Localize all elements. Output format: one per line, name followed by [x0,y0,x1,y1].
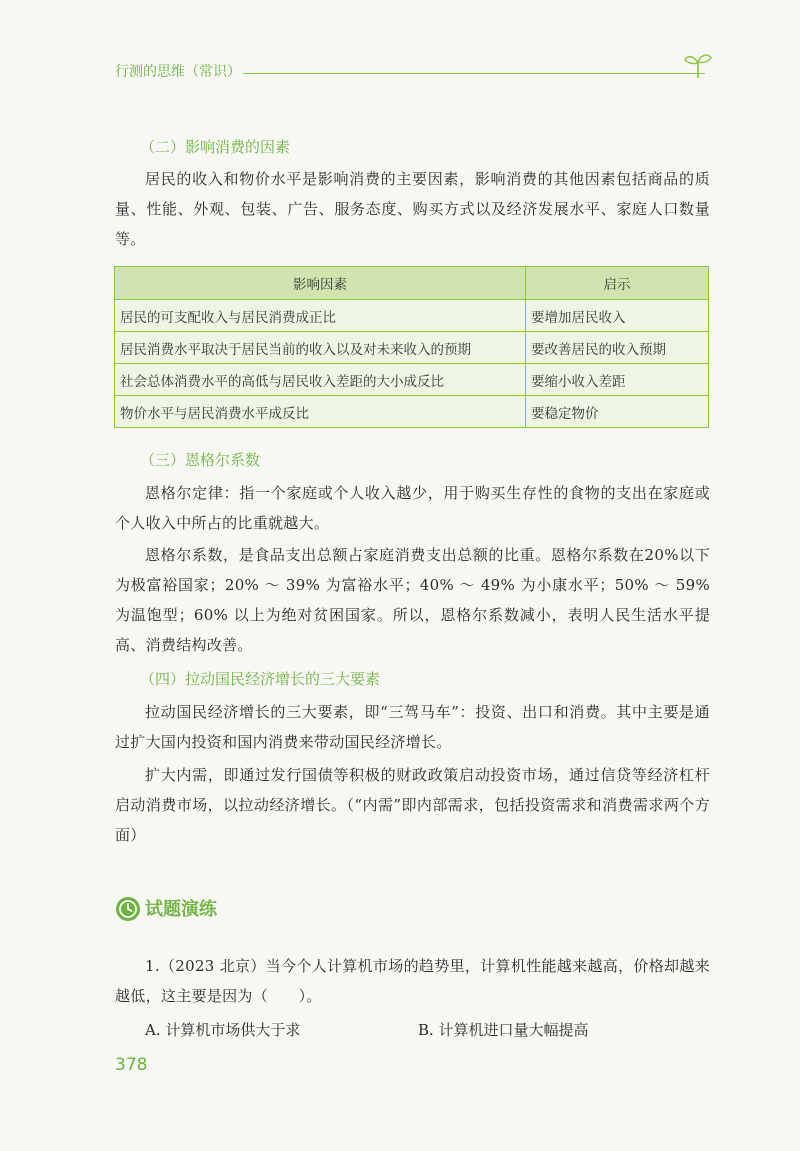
section3-paragraph-engel-law: 恩格尔定律：指一个家庭或个人收入越少，用于购买生存性的食物的支出在家庭或个人收入中所占的比重就越大。 [115,484,710,532]
section-heading-consumption-factors: （二）影响消费的因素 [140,138,291,156]
table-header-insight: 启示 [526,267,709,300]
header-divider [243,73,705,74]
table-cell-factor: 居民消费水平取决于居民当前的收入以及对未来收入的预期 [115,332,526,364]
table-cell-insight: 要缩小收入差距 [526,364,709,396]
section-heading-growth-factors: （四）拉动国民经济增长的三大要素 [140,670,381,688]
section3-paragraph-engel-coefficient: 恩格尔系数，是食品支出总额占家庭消费支出总额的比重。恩格尔系数在20%以下为极富裕国家；20% ～ 39% 为富裕水平；40% ～ 49% 为小康水平；50% ～ 59%为温饱型；60% 以上为绝对贫困国家。所以，恩格尔系数减小，表明人民生活水平提高、消费结构改善。 [115,546,710,654]
section4-paragraph-domestic-demand: 扩大内需，即通过发行国债等积极的财政政策启动投资市场，通过信贷等经济杠杆启动消费市场，以拉动经济增长。（“内需”即内部需求，包括投资需求和消费需求两个方面） [115,766,710,844]
factors-table [114,266,709,428]
table-row [115,364,709,396]
page-number: 378 [115,1055,148,1075]
header-title: 行测的思维（常识） [115,64,241,80]
table-cell-insight: 要稳定物价 [526,396,709,428]
table-row [115,332,709,364]
section2-paragraph: 居民的收入和物价水平是影响消费的主要因素，影响消费的其他因素包括商品的质量、性能、外观、包装、广告、服务态度、购买方式以及经济发展水平、家庭人口数量等。 [115,170,710,248]
clock-icon [115,896,141,922]
sprout-icon [683,50,713,80]
table-row [115,396,709,428]
table-cell-insight: 要改善居民的收入预期 [526,332,709,364]
practice-title: 试题演练 [145,899,217,920]
table-cell-factor: 物价水平与居民消费水平成反比 [115,396,526,428]
table-cell-factor: 社会总体消费水平的高低与居民收入差距的大小成反比 [115,364,526,396]
table-row [115,300,709,332]
section4-paragraph-three-carriages: 拉动国民经济增长的三大要素，即“三驾马车”：投资、出口和消费。其中主要是通过扩大国内投资和国内消费来带动国民经济增长。 [115,703,710,751]
option-b: B. 计算机进口量大幅提高 [418,1021,589,1039]
option-a: A. 计算机市场供大于求 [145,1021,301,1039]
table-cell-factor: 居民的可支配收入与居民消费成正比 [115,300,526,332]
table-header-factor: 影响因素 [115,267,526,300]
question-1: 1.（2023 北京）当今个人计算机市场的趋势里，计算机性能越来越高，价格却越来越低，这主要是因为（ ）。 [115,957,710,1005]
table-header-row [115,267,709,300]
table-cell-insight: 要增加居民收入 [526,300,709,332]
running-header [115,62,715,86]
section-heading-engel-coefficient: （三）恩格尔系数 [140,451,261,469]
